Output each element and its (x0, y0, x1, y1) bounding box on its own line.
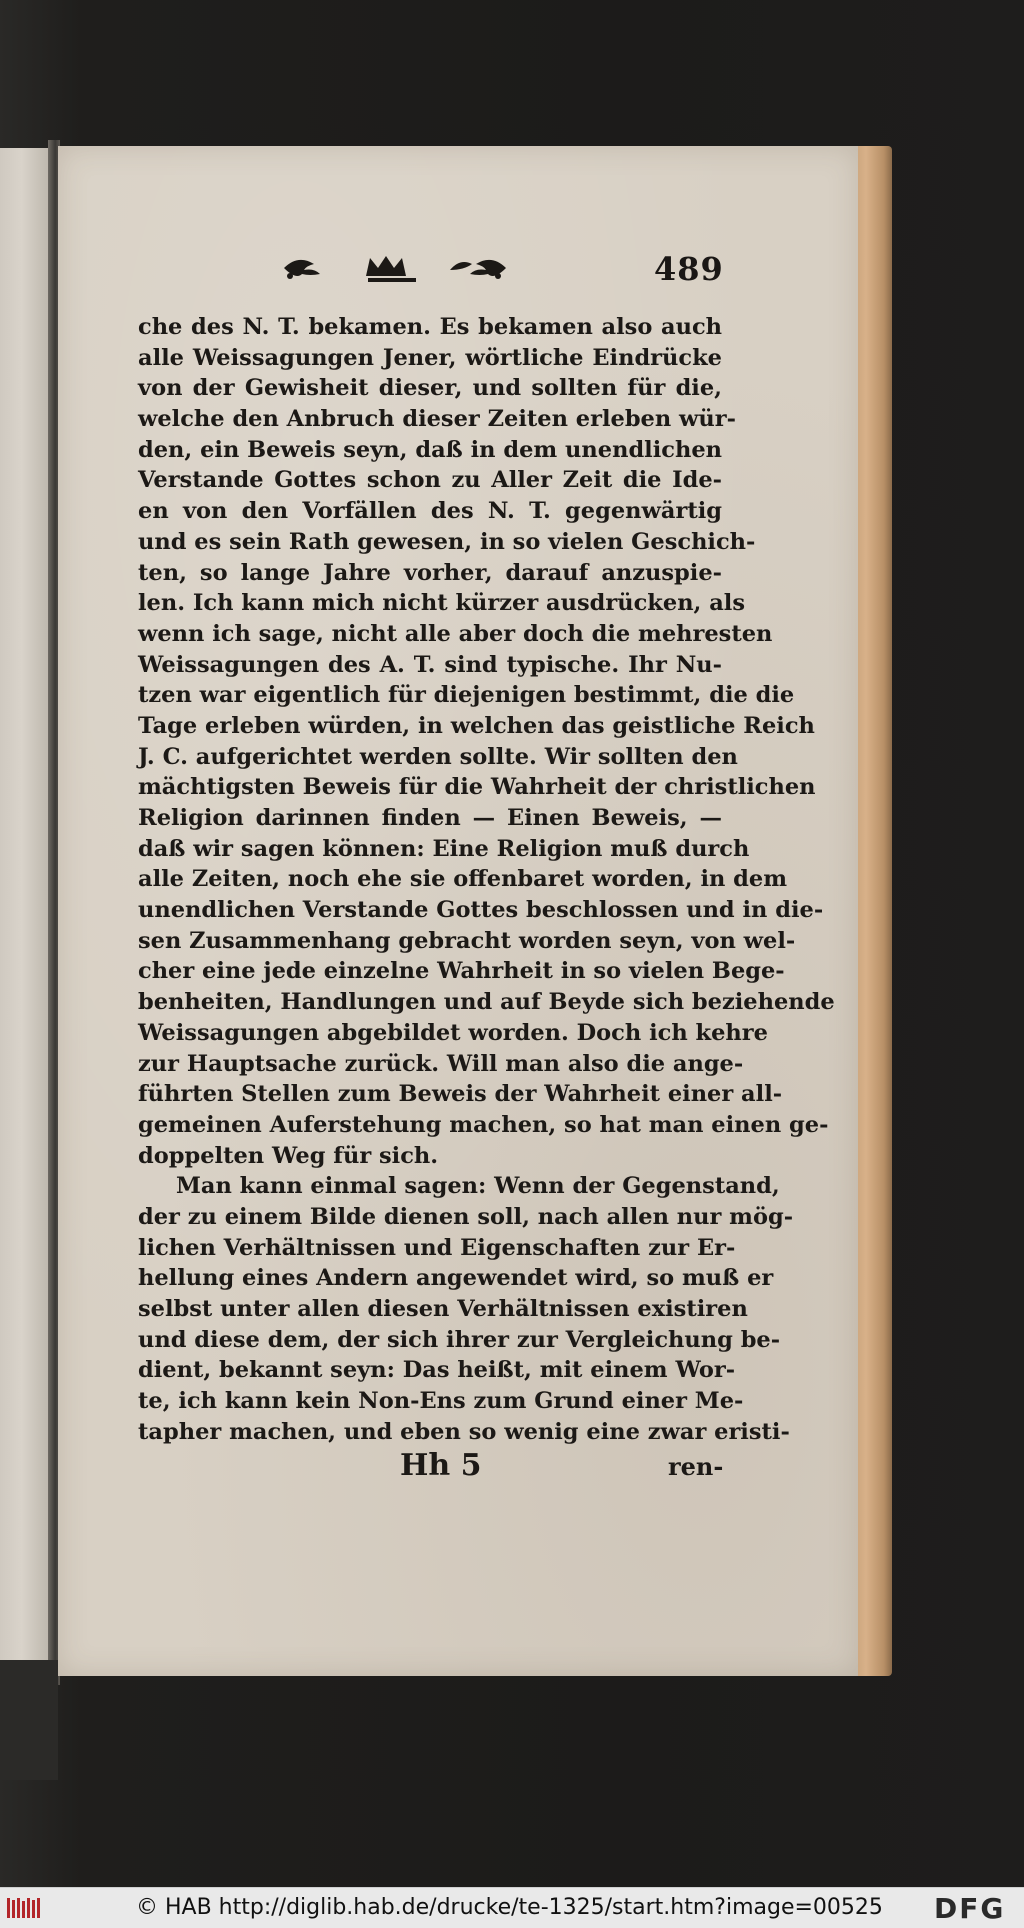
viewer-footer (0, 1887, 1024, 1928)
text-line: tzen war eigentlich für diejenigen bestimmt, die die (138, 682, 795, 709)
text-line: lichen Verhältnissen und Eigenschaften zur Er- (138, 1234, 736, 1261)
text-line: J. C. aufgerichtet werden sollte. Wir sollten den (138, 743, 738, 770)
dfg-logo: DFG (934, 1892, 1006, 1925)
text-line: Verstande Gottes schon zu Aller Zeit die Ide- (138, 467, 722, 494)
text-line: von der Gewisheit dieser, und sollten für die, (138, 375, 722, 402)
text-line: en von den Vorfällen des N. T. gegenwärtig (138, 498, 722, 525)
text-line: welche den Anbruch dieser Zeiten erleben wür- (138, 406, 736, 433)
page-number: 489 (654, 250, 724, 288)
text-line: gemeinen Auferstehung machen, so hat man einen ge- (138, 1111, 829, 1138)
signature-mark: Hh 5 (400, 1448, 482, 1483)
hab-logo-icon (6, 1896, 46, 1920)
text-line: zur Hauptsache zurück. Will man also die ange- (138, 1050, 744, 1077)
text-line: ten, so lange Jahre vorher, darauf anzuspie- (138, 559, 722, 586)
text-line: alle Zeiten, noch ehe sie offenbaret worden, in dem (138, 866, 788, 893)
text-line: den, ein Beweis seyn, daß in dem unendlichen (138, 436, 722, 463)
catchword: ren- (668, 1452, 724, 1481)
text-line: Tage erleben würden, in welchen das geistliche Reich (138, 712, 815, 739)
text-line: führten Stellen zum Beweis der Wahrheit einer all- (138, 1081, 783, 1108)
text-line: selbst unter allen diesen Verhältnissen existiren (138, 1296, 748, 1322)
printer-ornament-icon (280, 248, 510, 288)
text-line: daß wir sagen können: Eine Religion muß durch (138, 835, 750, 862)
text-line: und es sein Rath gewesen, in so vielen Geschich- (138, 528, 756, 555)
text-line: Weissagungen abgebildet worden. Doch ich kehre (138, 1019, 768, 1046)
facing-page-edge (0, 148, 54, 1678)
text-line: Religion darinnen finden — Einen Beweis, — (138, 805, 722, 831)
text-line: Man kann einmal sagen: Wenn der Gegenstand, (176, 1173, 780, 1200)
text-line: hellung eines Andern angewendet wird, so muß er (138, 1265, 774, 1292)
copyright-link[interactable]: © HAB http://diglib.hab.de/drucke/te-1325/start.htm?image=00525 (136, 1895, 883, 1920)
body-text (138, 312, 835, 1447)
text-line: che des N. T. bekamen. Es bekamen also auch (138, 314, 722, 340)
text-line: doppelten Weg für sich. (138, 1142, 439, 1169)
text-line: und diese dem, der sich ihrer zur Vergleichung be- (138, 1326, 781, 1353)
text-line: benheiten, Handlungen und auf Beyde sich beziehende (138, 989, 835, 1016)
text-line: cher eine jede einzelne Wahrheit in so vielen Bege- (138, 958, 785, 985)
text-line: unendlichen Verstande Gottes beschlossen und in die- (138, 897, 824, 924)
text-line: der zu einem Bilde dienen soll, nach allen nur mög- (138, 1203, 794, 1230)
text-line: Weissagungen des A. T. sind typische. Ihr Nu- (138, 651, 722, 678)
text-line: te, ich kann kein Non-Ens zum Grund einer Me- (138, 1388, 744, 1415)
text-line: dient, bekannt seyn: Das heißt, mit einem Wor- (138, 1357, 736, 1384)
text-line: alle Weissagungen Jener, wörtliche Eindrücke (138, 344, 722, 371)
text-line: len. Ich kann mich nicht kürzer ausdrücken, als (138, 590, 746, 617)
scan-margin (0, 1660, 58, 1780)
text-line: sen Zusammenhang gebracht worden seyn, von wel- (138, 927, 796, 954)
text-line: mächtigsten Beweis für die Wahrheit der christlichen (138, 774, 816, 801)
text-line: wenn ich sage, nicht alle aber doch die mehresten (138, 620, 773, 647)
text-line: tapher machen, und eben so wenig eine zwar eristi- (138, 1418, 790, 1445)
page-fore-edge (852, 146, 892, 1676)
